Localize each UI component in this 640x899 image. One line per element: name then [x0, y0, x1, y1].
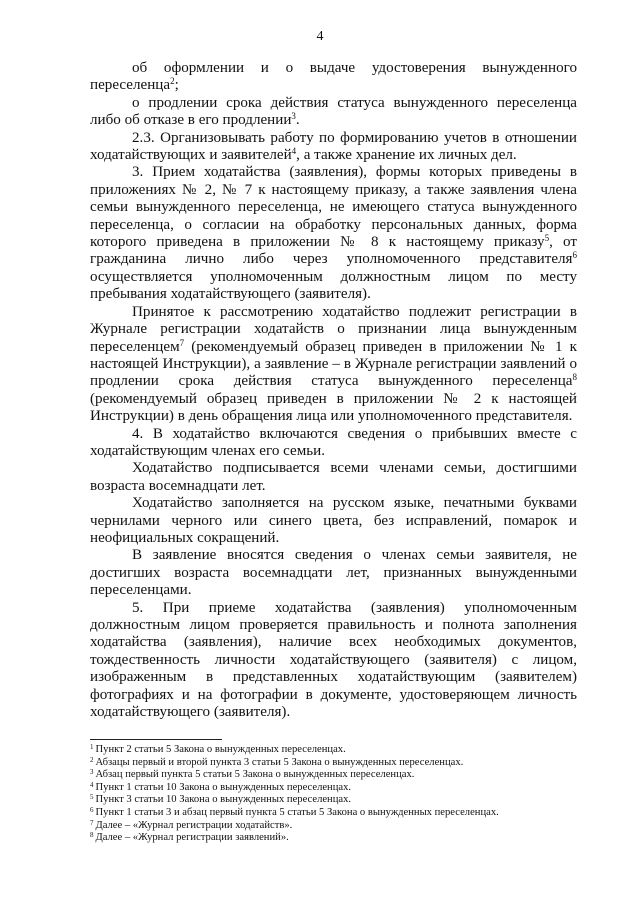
- footnote: [90, 820, 577, 833]
- paragraph-text: В заявление вносятся сведения о членах семьи заявителя, не достигших возраста восемнадцати лет, признанных вынужденными переселенцами.: [90, 547, 577, 599]
- footnote-number: 6: [90, 805, 94, 814]
- footnote-text: Далее – «Журнал регистрации заявлений».: [95, 832, 289, 844]
- paragraph-text: Ходатайство заполняется на русском языке, печатными буквами чернилами черного или синего цвета, без исправлений, помарок и неофициальных сокращений.: [90, 495, 577, 546]
- footnote-text: Абзац первый пункта 5 статьи 5 Закона о вынужденных переселенцах.: [95, 769, 415, 781]
- paragraph: [90, 426, 577, 461]
- paragraph-text: (рекомендуемый образец приведен в приложении № 1 к настоящей Инструкции), а заявление – в Журнале регистрации заявлений о продлении срока действия статуса вынужденного переселенца: [90, 338, 577, 390]
- footnote-text: Пункт 1 статьи 10 Закона о вынужденных переселенцах.: [95, 781, 352, 793]
- footnote-number: 8: [90, 831, 94, 840]
- footnote-reference: 8: [572, 372, 577, 383]
- footnote-reference: 6: [572, 250, 577, 261]
- footnote-text: Пункт 1 статьи 3 и абзац первый пункта 5 статьи 5 Закона о вынужденных переселенцах.: [95, 806, 499, 818]
- paragraph: [90, 95, 577, 130]
- footnote: [90, 832, 577, 845]
- footnote: [90, 794, 577, 807]
- paragraph-text: (рекомендуемый образец приведен в приложении № 2 к настоящей Инструкции) в день обращения лица или уполномоченного представителя.: [90, 390, 577, 425]
- paragraph: [90, 60, 577, 95]
- footnote: [90, 782, 577, 795]
- paragraph-text: ;: [174, 77, 179, 94]
- footnote-text: Пункт 3 статьи 10 Закона о вынужденных переселенцах.: [95, 794, 352, 806]
- footnote-number: 1: [90, 743, 94, 751]
- footnote-text: Абзацы первый и второй пункта 3 статьи 5 Закона о вынужденных переселенцах.: [95, 756, 464, 768]
- footnote: [90, 807, 577, 820]
- footnote-reference: 3: [291, 111, 296, 122]
- paragraph: [90, 304, 577, 426]
- body-text: [90, 60, 577, 721]
- paragraph: [90, 547, 577, 599]
- paragraph: [90, 164, 577, 303]
- footnote-number: 3: [90, 768, 94, 777]
- paragraph: [90, 495, 577, 547]
- footnote-number: 2: [90, 755, 94, 764]
- page-number: 4: [316, 29, 324, 44]
- paragraph-text: Принятое к рассмотрению ходатайство подлежит регистрации в Журнале регистрации ходатайств о признании лица вынужденным переселенцем: [90, 303, 577, 355]
- paragraph-text: .: [295, 112, 300, 129]
- paragraph-text: о продлении срока действия статуса вынужденного переселенца либо об отказе в его продлении: [90, 94, 577, 129]
- paragraph-text: об оформлении и о выдаче удостоверения вынужденного переселенца: [90, 60, 577, 94]
- paragraph: [90, 130, 577, 165]
- footnote: [90, 769, 577, 782]
- footnote-number: 7: [90, 818, 94, 827]
- footnote-reference: 2: [170, 76, 175, 87]
- paragraph-text: , от гражданина лично либо через уполномоченного представителя: [90, 234, 577, 268]
- paragraph-text: Ходатайство подписывается всеми членами семьи, достигшими возраста восемнадцати лет.: [90, 460, 577, 494]
- footnote-reference: 5: [544, 233, 550, 244]
- paragraph-text: 5. При приеме ходатайства (заявления) уполномоченным должностным лицом проверяется правильность и полнота заполнения ходатайства (заявления), наличие всех необходимых документов, тождественность личности ходатайствующего (заявителя) с лицом, изображенным в представленных ходатайствующим (заявителем) фотографиях и на фотографии в документе, удостоверяющем личность ходатайствующего (заявителя).: [90, 599, 577, 721]
- paragraph-text: 4. В ходатайство включаются сведения о прибывших вместе с ходатайствующим членах его семьи.: [90, 425, 577, 459]
- paragraph-text: осуществляется уполномоченным должностным лицом по месту пребывания ходатайствующего (заявителя).: [90, 268, 577, 303]
- paragraph-text: 2.3. Организовывать работу по формированию учетов в отношении ходатайствующих и заявителей: [90, 129, 577, 164]
- footnote: [90, 757, 577, 770]
- footnote: [90, 744, 577, 757]
- paragraph-text: 3. Прием ходатайства (заявления), формы которых приведены в приложениях № 2, № 7 к настоящему приказу, а также заявления члена семьи вынужденного переселенца, не имеющего статуса вынужденного переселенца, о согласии на обработку персональных данных, форма которого приведена в приложении № 8 к настоящему приказу: [90, 164, 577, 251]
- paragraph: [90, 460, 577, 495]
- footnote-reference: 7: [179, 337, 185, 348]
- footnote-divider: [90, 739, 222, 740]
- footnotes: [90, 744, 577, 845]
- paragraph-text: , а также хранение их личных дел.: [296, 147, 517, 164]
- footnote-text: Далее – «Журнал регистрации ходатайств».: [95, 819, 293, 831]
- footnote-reference: 4: [291, 146, 297, 157]
- footnote-text: Пункт 2 статьи 5 Закона о вынужденных переселенцах.: [95, 744, 346, 755]
- footnote-number: 5: [90, 793, 94, 802]
- paragraph: [90, 600, 577, 722]
- footnote-number: 4: [90, 780, 94, 789]
